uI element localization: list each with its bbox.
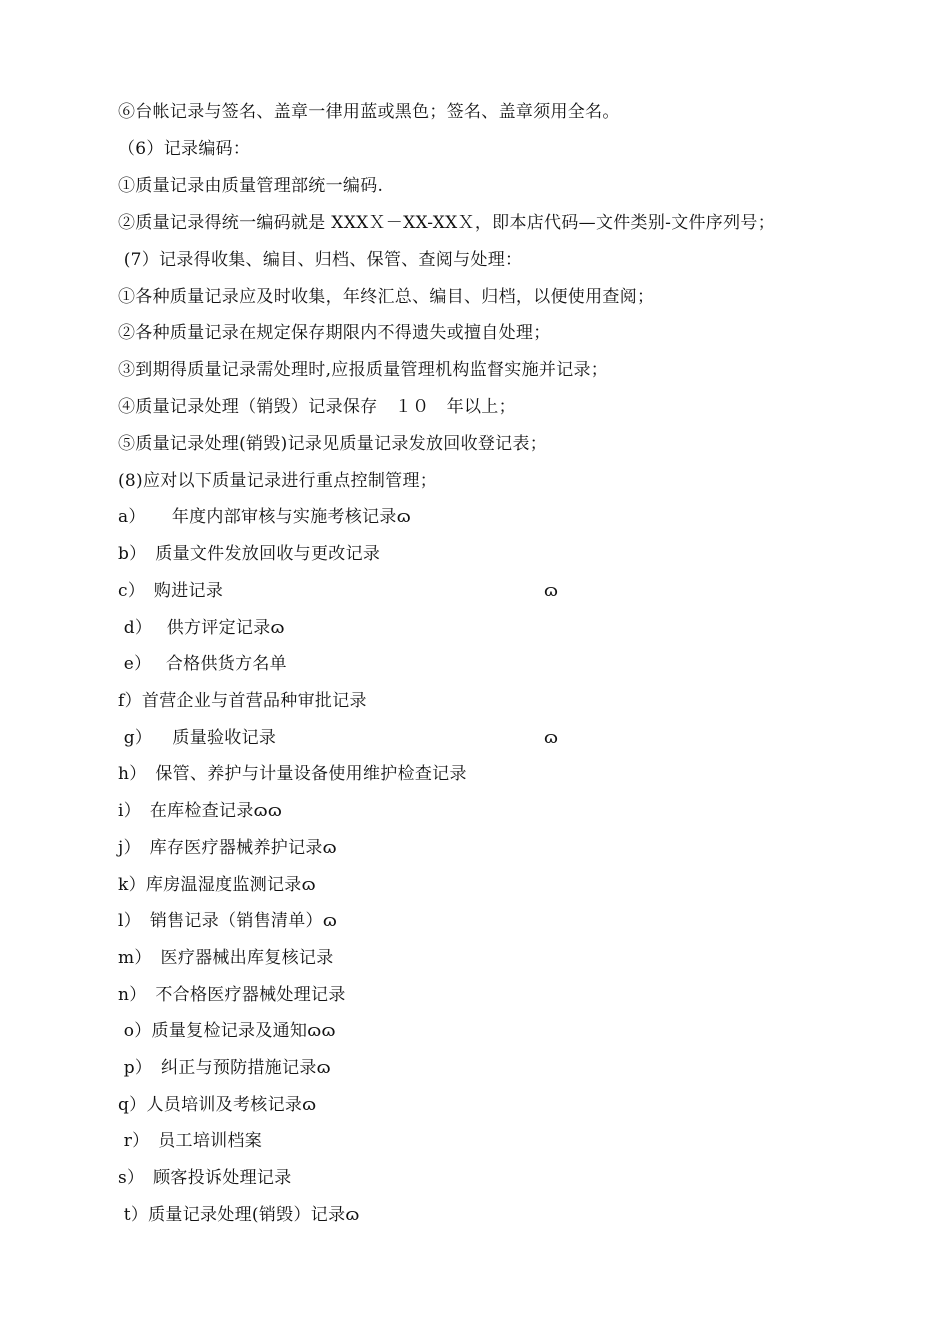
text-line: ⑥台帐记录与签名、盖章一律用蓝或黑色；签名、盖章须用全名。 — [118, 102, 620, 122]
list-item: k）库房温湿度监测记录ɷ — [118, 875, 316, 895]
text-line: ⑤质量记录处理(销毁)记录见质量记录发放回收登记表； — [118, 434, 548, 454]
list-item: e） 合格供货方名单 — [118, 654, 287, 674]
list-item: q）人员培训及考核记录ɷ — [118, 1095, 317, 1115]
list-item: o）质量复检记录及通知ɷɷ — [118, 1021, 336, 1041]
text-line: ②质量记录得统一编码就是 XXXＸ－XX-XXＸ，即本店代码—文件类别-文件序列号； — [118, 213, 775, 233]
list-item: s） 顾客投诉处理记录 — [118, 1168, 292, 1188]
list-item: c） 购进记录 — [118, 581, 224, 601]
text-line: ①质量记录由质量管理部统一编码. — [118, 176, 384, 196]
list-item: p） 纠正与预防措施记录ɷ — [118, 1058, 331, 1078]
section-heading-7: (7）记录得收集、编目、归档、保管、查阅与处理： — [118, 250, 523, 270]
section-heading-8: (8)应对以下质量记录进行重点控制管理； — [118, 471, 438, 491]
section-heading-6: （6）记录编码： — [118, 139, 251, 159]
text-line: ②各种质量记录在规定保存期限内不得遗失或擅自处理； — [118, 323, 551, 343]
list-item: d） 供方评定记录ɷ — [118, 618, 285, 638]
trailing-mark: ɷ — [544, 728, 558, 748]
list-item: r） 员工培训档案 — [118, 1131, 263, 1151]
list-item: h） 保管、养护与计量设备使用维护检查记录 — [118, 764, 467, 784]
list-item: m） 医疗器械出库复核记录 — [118, 948, 334, 968]
trailing-mark: ɷ — [544, 581, 558, 601]
list-item: l） 销售记录（销售清单）ɷ — [118, 911, 338, 931]
list-item: f）首营企业与首营品种审批记录 — [118, 691, 367, 711]
list-item: a） 年度内部审核与实施考核记录ɷ — [118, 507, 411, 527]
list-item: b） 质量文件发放回收与更改记录 — [118, 544, 381, 564]
text-line: ④质量记录处理（销毁）记录保存 １０ 年以上； — [118, 397, 516, 417]
list-item: t）质量记录处理(销毁）记录ɷ — [118, 1205, 360, 1225]
list-item: i） 在库检查记录ɷɷ — [118, 801, 283, 821]
list-item: n） 不合格医疗器械处理记录 — [118, 985, 346, 1005]
list-item: g） 质量验收记录 — [118, 728, 277, 748]
text-line: ③到期得质量记录需处理时,应报质量管理机构监督实施并记录； — [118, 360, 609, 380]
text-line: ①各种质量记录应及时收集，年终汇总、编目、归档，以便使用查阅； — [118, 287, 655, 307]
list-item: j） 库存医疗器械养护记录ɷ — [118, 838, 337, 858]
